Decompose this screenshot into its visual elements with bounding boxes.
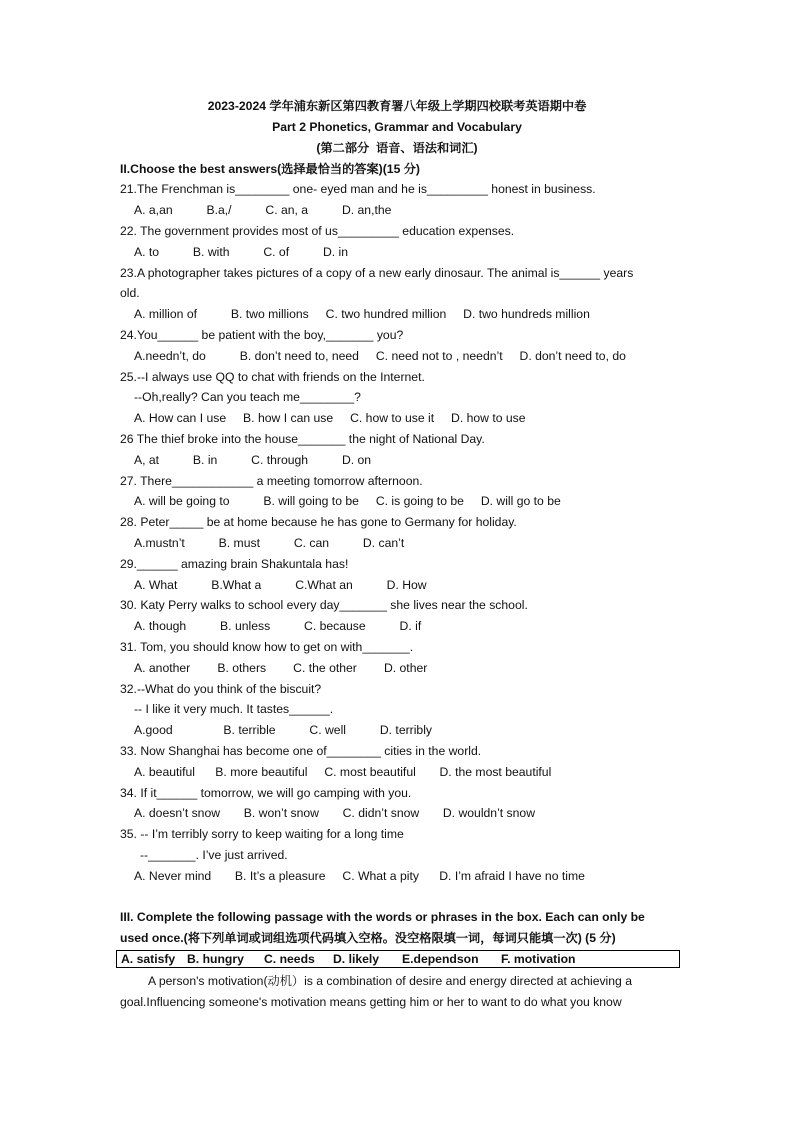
options-35: A. Never mind B. It’s a pleasure C. What a pity D. I’m afraid I have no time bbox=[134, 869, 585, 883]
word-option-b: B. hungry bbox=[187, 952, 244, 966]
question-35-reply: --_______. I’ve just arrived. bbox=[140, 848, 288, 862]
question-34: 34. If it______ tomorrow, we will go camping with you. bbox=[120, 786, 412, 800]
question-27: 27. There____________ a meeting tomorrow afternoon. bbox=[120, 474, 423, 488]
question-29: 29.______ amazing brain Shakuntala has! bbox=[120, 557, 349, 571]
question-35: 35. -- I’m terribly sorry to keep waiting for a long time bbox=[120, 827, 404, 841]
options-32: A.good B. terrible C. well D. terribly bbox=[134, 723, 433, 737]
word-option-d: D. likely bbox=[333, 952, 380, 966]
question-31: 31. Tom, you should know how to get on with_______. bbox=[120, 640, 414, 654]
question-23-cont: old. bbox=[120, 286, 140, 300]
options-24: A.needn’t, do B. don’t need to, need C. need not to , needn’t D. don’t need to, do bbox=[134, 349, 626, 363]
exam-title: 2023-2024 学年浦东新区第四教育署八年级上学期四校联考英语期中卷 bbox=[207, 99, 587, 113]
options-28: A.mustn’t B. must C. can D. can’t bbox=[134, 536, 405, 550]
passage-line-2: goal.Influencing someone's motivation means getting him or her to want to do what you know bbox=[120, 995, 622, 1009]
word-box bbox=[116, 950, 680, 968]
options-33: A. beautiful B. more beautiful C. most beautiful D. the most beautiful bbox=[134, 765, 552, 779]
question-25-reply: --Oh,really? Can you teach me________? bbox=[134, 390, 361, 404]
passage-line-1: A person's motivation(动机）is a combination of desire and energy directed at achieving a bbox=[148, 974, 632, 988]
options-23: A. million of B. two millions C. two hundred million D. two hundreds million bbox=[134, 307, 590, 321]
question-21: 21.The Frenchman is________ one- eyed man and he is_________ honest in business. bbox=[120, 182, 596, 196]
question-30: 30. Katy Perry walks to school every day_______ she lives near the school. bbox=[120, 598, 528, 612]
word-option-e: E.dependson bbox=[402, 952, 479, 966]
options-31: A. another B. others C. the other D. other bbox=[134, 661, 428, 675]
question-24: 24.You______ be patient with the boy,_______ you? bbox=[120, 328, 404, 342]
section-2-heading: II.Choose the best answers(选择最恰当的答案)(15 分) bbox=[120, 162, 420, 176]
question-32: 32.--What do you think of the biscuit? bbox=[120, 682, 322, 696]
question-28: 28. Peter_____ be at home because he has gone to Germany for holiday. bbox=[120, 515, 517, 529]
options-25: A. How can I use B. how I can use C. how to use it D. how to use bbox=[134, 411, 526, 425]
options-29: A. What B.What a C.What an D. How bbox=[134, 578, 427, 592]
question-23: 23.A photographer takes pictures of a copy of a new early dinosaur. The animal is______ years bbox=[120, 266, 634, 280]
options-22: A. to B. with C. of D. in bbox=[134, 245, 349, 259]
section-3-heading-line1: III. Complete the following passage with the words or phrases in the box. Each can only be bbox=[120, 910, 645, 924]
options-34: A. doesn’t snow B. won’t snow C. didn’t snow D. wouldn’t snow bbox=[134, 806, 536, 820]
question-32-reply: -- I like it very much. It tastes______. bbox=[134, 702, 334, 716]
options-26: A, at B. in C. through D. on bbox=[134, 453, 372, 467]
question-33: 33. Now Shanghai has become one of________ cities in the world. bbox=[120, 744, 482, 758]
part-title: Part 2 Phonetics, Grammar and Vocabulary bbox=[272, 120, 522, 134]
word-option-a: A. satisfy bbox=[121, 952, 176, 966]
options-30: A. though B. unless C. because D. if bbox=[134, 619, 422, 633]
question-25: 25.--I always use QQ to chat with friends on the Internet. bbox=[120, 370, 425, 384]
word-option-f: F. motivation bbox=[501, 952, 576, 966]
options-27: A. will be going to B. will going to be C. is going to be D. will go to be bbox=[134, 494, 561, 508]
word-option-c: C. needs bbox=[264, 952, 315, 966]
options-21: A. a,an B.a,/ C. an, a D. an,the bbox=[134, 203, 392, 217]
question-26: 26 The thief broke into the house_______ the night of National Day. bbox=[120, 432, 485, 446]
question-22: 22. The government provides most of us_________ education expenses. bbox=[120, 224, 515, 238]
section-3-heading-line2: used once.(将下列单词或词组选项代码填入空格。没空格限填一词，每词只能填一次) (5 分) bbox=[120, 931, 616, 945]
part-title-cn: (第二部分 语音、语法和词汇) bbox=[316, 141, 478, 155]
